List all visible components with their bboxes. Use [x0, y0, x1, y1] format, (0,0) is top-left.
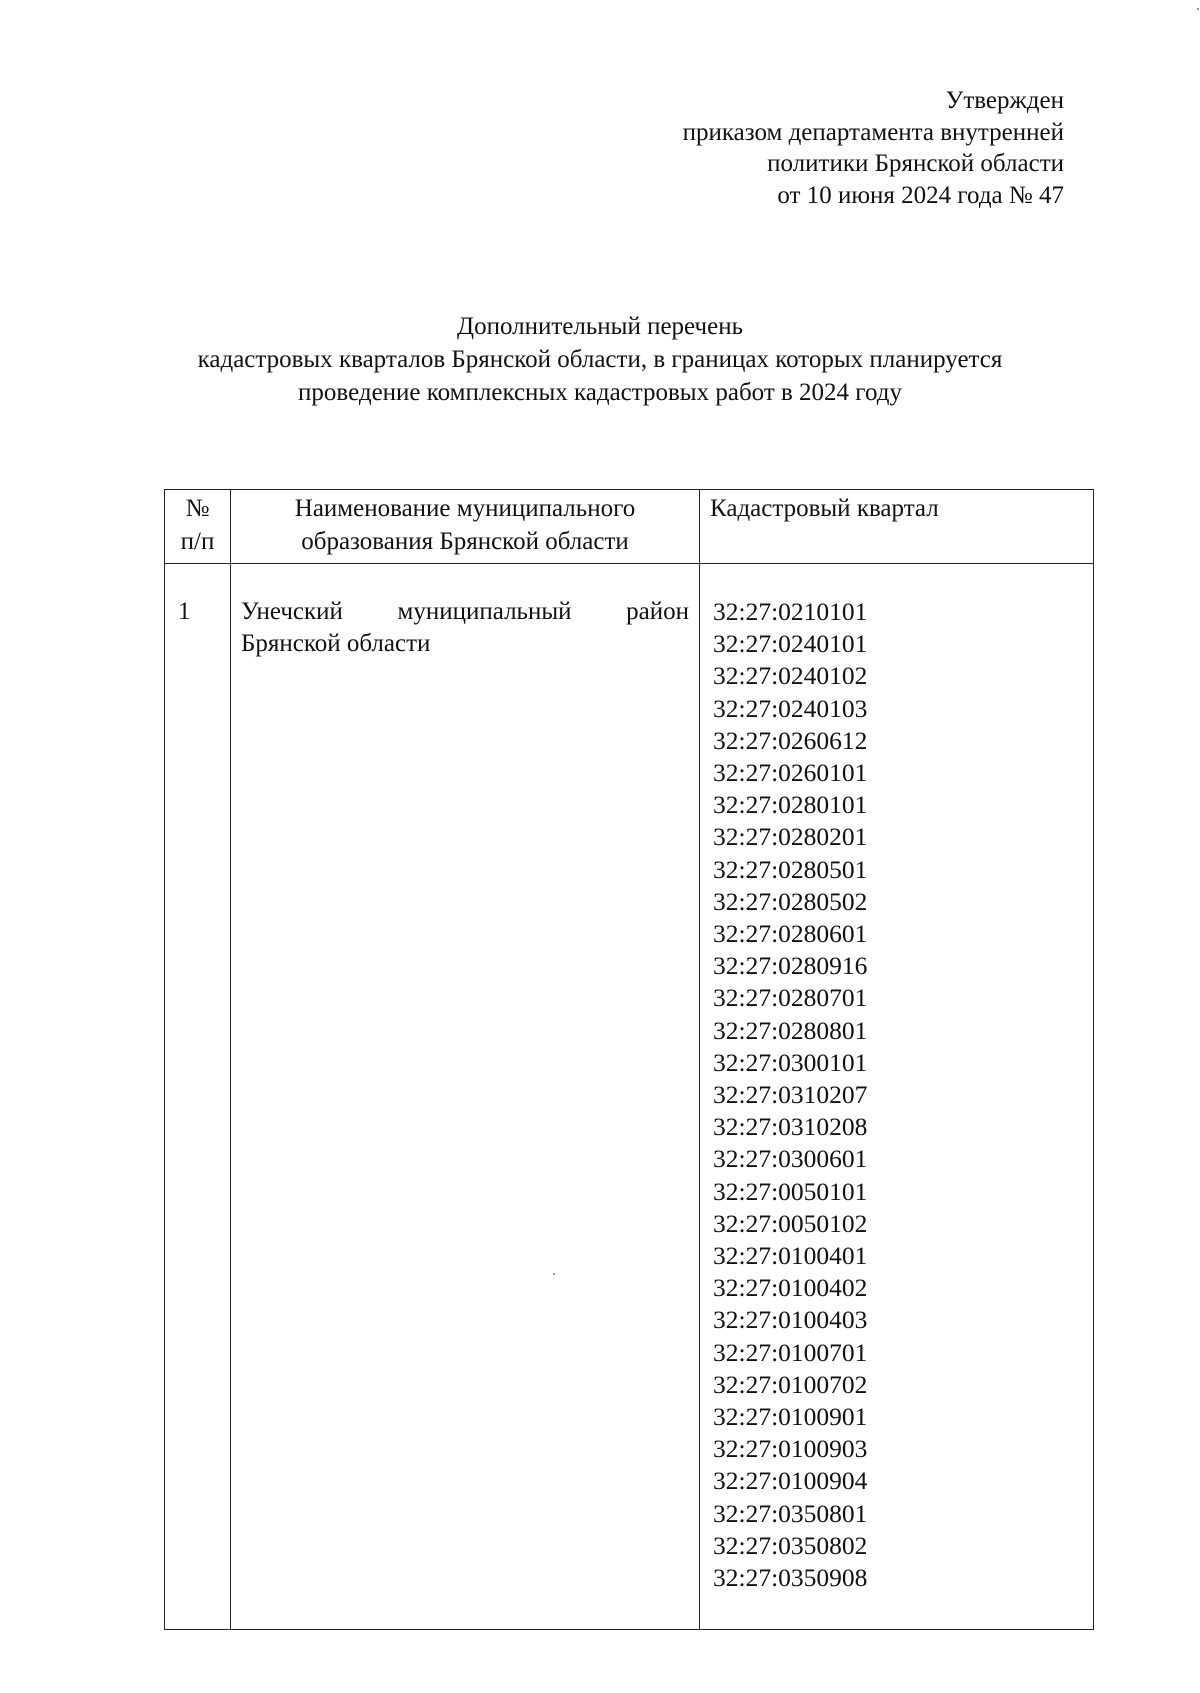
approval-stamp [683, 85, 1064, 211]
header-cadastral-quarter: Кадастровый квартал [700, 490, 1094, 564]
cadastral-code-item: 32:27:0310208 [713, 1112, 868, 1142]
approval-line-date-number: от 10 июня 2024 года № 47 [777, 181, 1064, 209]
title-line-2: кадастровых кварталов Брянской области, в границах которых планируется [197, 346, 1003, 373]
cadastral-code-item: 32:27:0100904 [713, 1466, 868, 1496]
municipality-name-line-2: Брянской области [241, 630, 431, 657]
cadastral-code-item: 32:27:0280916 [713, 951, 868, 981]
header-municipality [231, 490, 700, 564]
approval-line-department: политики Брянской области [767, 150, 1064, 177]
approval-line-approved: Утвержден [945, 87, 1064, 114]
cadastral-code-item: 32:27:0350802 [713, 1530, 868, 1560]
row-codes-cell [700, 564, 1094, 1630]
cadastral-code-item: 32:27:0240101 [713, 629, 868, 659]
row-number-cell [165, 564, 231, 1630]
cadastral-code-item: 32:27:0280101 [713, 790, 868, 820]
cadastral-code-item: 32:27:0350908 [713, 1563, 868, 1593]
scan-speck [553, 1273, 555, 1275]
cadastral-code-item: 32:27:0280501 [713, 854, 868, 884]
cadastral-code-item: 32:27:0100403 [713, 1305, 868, 1335]
municipality-name-word-1: Унечский [241, 598, 343, 625]
row-number: 1 [178, 598, 191, 625]
scan-speck [1197, 8, 1199, 10]
cadastral-code-item: 32:27:0280601 [713, 919, 868, 949]
cadastral-code-item: 32:27:0280801 [713, 1015, 868, 1045]
header-municipality-line-2: образования Брянской области [301, 528, 629, 555]
cadastral-code-item: 32:27:0050101 [713, 1176, 868, 1206]
municipality-name-word-3: район [626, 598, 689, 625]
cadastral-quarters-table [164, 489, 1094, 1630]
header-number-sign: № [185, 495, 210, 522]
header-municipality-line-1: Наименование муниципального [294, 495, 636, 522]
cadastral-code-item: 32:27:0310207 [713, 1080, 868, 1110]
cadastral-code-item: 32:27:0300101 [713, 1047, 868, 1077]
cadastral-code-item: 32:27:0100901 [713, 1402, 868, 1432]
cadastral-code-item: 32:27:0100702 [713, 1369, 868, 1399]
cadastral-code-item: 32:27:0210101 [713, 597, 868, 626]
cadastral-code-item: 32:27:0280502 [713, 886, 868, 916]
cadastral-code-item: 32:27:0100701 [713, 1337, 868, 1367]
row-municipality-cell [231, 564, 700, 1630]
approval-line-order: приказом департамента внутренней [682, 118, 1064, 146]
cadastral-code-item: 32:27:0100402 [713, 1273, 868, 1303]
cadastral-code-item: 32:27:0350801 [713, 1498, 868, 1528]
cadastral-code-item: 32:27:0300601 [713, 1144, 868, 1174]
header-number-pp: п/п [180, 528, 215, 555]
title-line-1: Дополнительный перечень [457, 313, 743, 340]
cadastral-code-item: 32:27:0260612 [713, 725, 868, 755]
municipality-name-word-2: муниципальный [397, 598, 572, 625]
municipality-name [231, 564, 699, 660]
cadastral-code-item: 32:27:0100401 [713, 1241, 868, 1271]
cadastral-code-item: 32:27:0240103 [713, 693, 868, 723]
document-title [0, 310, 1200, 409]
cadastral-code-item: 32:27:0240102 [713, 661, 868, 691]
cadastral-code-list [700, 564, 1093, 1594]
cadastral-code-item: 32:27:0260101 [713, 758, 868, 788]
cadastral-code-item: 32:27:0100903 [713, 1434, 868, 1464]
title-line-3: проведение комплексных кадастровых работ в 2024 году [298, 379, 902, 406]
cadastral-code-item: 32:27:0050102 [713, 1208, 868, 1238]
cadastral-code-item: 32:27:0280701 [713, 983, 868, 1013]
table-header-row [165, 490, 1094, 564]
table-row [165, 564, 1094, 1630]
header-number [165, 490, 231, 564]
cadastral-code-item: 32:27:0280201 [713, 822, 868, 852]
